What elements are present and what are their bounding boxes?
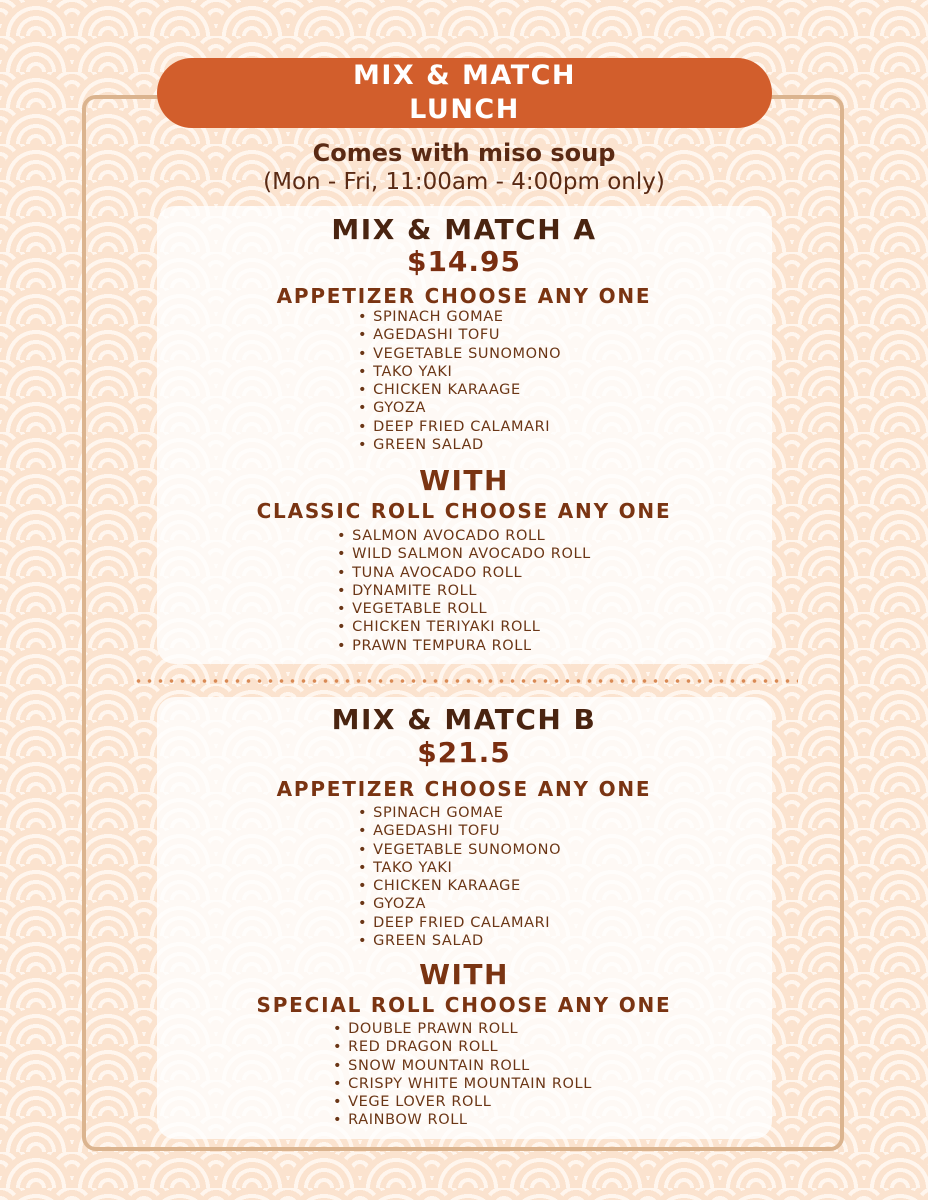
item-label: CHICKEN KARAAGE — [373, 878, 521, 895]
bullet-icon: • — [358, 823, 368, 840]
bullet-icon: • — [358, 437, 368, 454]
bullet-icon: • — [333, 1094, 343, 1111]
set-b-roll-list — [333, 1020, 592, 1130]
bullet-icon: • — [358, 914, 368, 931]
bullet-icon: • — [333, 1057, 343, 1074]
list-item — [333, 1111, 592, 1129]
subtitle-block — [0, 138, 928, 196]
list-item — [337, 637, 591, 655]
list-item — [337, 527, 591, 545]
list-item — [358, 859, 561, 877]
bullet-icon: • — [333, 1112, 343, 1129]
set-b-price: $21.5 — [417, 736, 511, 769]
bullet-icon: • — [337, 601, 347, 618]
hours: (Mon - Fri, 11:00am - 4:00pm only) — [263, 169, 665, 195]
item-label: WILD SALMON AVOCADO ROLL — [352, 546, 591, 563]
section-divider — [133, 678, 798, 684]
bullet-icon: • — [358, 896, 368, 913]
item-label: GREEN SALAD — [373, 933, 484, 950]
item-label: SPINACH GOMAE — [373, 309, 504, 325]
bullet-icon: • — [358, 805, 368, 821]
item-label: SNOW MOUNTAIN ROLL — [348, 1057, 530, 1074]
title-line2: LUNCH — [409, 94, 520, 125]
item-label: PRAWN TEMPURA ROLL — [352, 637, 532, 654]
list-item — [358, 381, 561, 399]
set-a-roll-heading: CLASSIC ROLL CHOOSE ANY ONE — [256, 499, 672, 523]
item-label: SPINACH GOMAE — [373, 805, 504, 821]
set-a-with: WITH — [419, 464, 509, 497]
bullet-icon: • — [337, 637, 347, 654]
set-a-name: MIX & MATCH A — [331, 213, 597, 246]
bullet-icon: • — [337, 619, 347, 636]
item-label: VEGE LOVER ROLL — [348, 1094, 492, 1111]
title-banner — [157, 58, 772, 128]
bullet-icon: • — [337, 564, 347, 581]
item-label: RAINBOW ROLL — [348, 1112, 468, 1129]
list-item — [333, 1075, 592, 1093]
list-item — [358, 914, 561, 932]
bullet-icon: • — [358, 327, 368, 344]
list-item — [358, 932, 561, 950]
list-item — [337, 600, 591, 618]
set-a-price: $14.95 — [406, 245, 522, 278]
set-a-roll-list — [337, 527, 591, 655]
item-label: AGEDASHI TOFU — [373, 327, 501, 344]
item-label: AGEDASHI TOFU — [373, 823, 501, 840]
item-label: GYOZA — [373, 400, 426, 417]
list-item — [358, 418, 561, 436]
bullet-icon: • — [337, 546, 347, 563]
list-item — [337, 564, 591, 582]
list-item — [358, 363, 561, 381]
bullet-icon: • — [358, 859, 368, 876]
list-item — [358, 822, 561, 840]
bullet-icon: • — [358, 400, 368, 417]
set-b-appetizer-list — [358, 804, 561, 950]
list-item — [333, 1093, 592, 1111]
item-label: SALMON AVOCADO ROLL — [352, 528, 546, 544]
item-label: TAKO YAKI — [373, 859, 453, 876]
set-b-roll-heading: SPECIAL ROLL CHOOSE ANY ONE — [256, 993, 672, 1017]
item-label: CRISPY WHITE MOUNTAIN ROLL — [348, 1075, 592, 1092]
item-label: VEGETABLE SUNOMONO — [373, 841, 562, 858]
item-label: TAKO YAKI — [373, 363, 453, 380]
bullet-icon: • — [358, 382, 368, 399]
item-label: VEGETABLE SUNOMONO — [373, 345, 562, 362]
list-item — [358, 804, 561, 822]
bullet-icon: • — [358, 841, 368, 858]
item-label: DOUBLE PRAWN ROLL — [348, 1021, 519, 1037]
item-label: TUNA AVOCADO ROLL — [352, 564, 523, 581]
list-item — [337, 582, 591, 600]
set-b-name: MIX & MATCH B — [331, 703, 597, 736]
item-label: RED DRAGON ROLL — [348, 1039, 499, 1056]
bullet-icon: • — [358, 363, 368, 380]
bullet-icon: • — [358, 345, 368, 362]
bullet-icon: • — [358, 878, 368, 895]
bullet-icon: • — [358, 933, 368, 950]
bullet-icon: • — [337, 528, 347, 544]
list-item — [358, 308, 561, 326]
set-b-appetizer-heading: APPETIZER CHOOSE ANY ONE — [276, 777, 652, 801]
list-item — [358, 345, 561, 363]
list-item — [358, 841, 561, 859]
set-a-appetizer-heading: APPETIZER CHOOSE ANY ONE — [276, 284, 652, 308]
list-item — [337, 618, 591, 636]
item-label: CHICKEN TERIYAKI ROLL — [352, 619, 541, 636]
item-label: GREEN SALAD — [373, 437, 484, 454]
list-item — [333, 1020, 592, 1038]
item-label: DEEP FRIED CALAMARI — [373, 914, 551, 931]
set-a-appetizer-list — [358, 308, 561, 454]
list-item — [358, 399, 561, 417]
bullet-icon: • — [358, 309, 368, 325]
item-label: GYOZA — [373, 896, 426, 913]
list-item — [333, 1038, 592, 1056]
item-label: VEGETABLE ROLL — [352, 601, 488, 618]
list-item — [358, 326, 561, 344]
list-item — [337, 545, 591, 563]
list-item — [358, 895, 561, 913]
list-item — [358, 877, 561, 895]
subtitle: Comes with miso soup — [312, 139, 616, 167]
list-item — [333, 1057, 592, 1075]
set-b-with: WITH — [419, 958, 509, 991]
item-label: DEEP FRIED CALAMARI — [373, 418, 551, 435]
bullet-icon: • — [337, 582, 347, 599]
item-label: DYNAMITE ROLL — [352, 582, 478, 599]
bullet-icon: • — [333, 1075, 343, 1092]
title-line1: MIX & MATCH — [352, 60, 577, 91]
bullet-icon: • — [358, 418, 368, 435]
item-label: CHICKEN KARAAGE — [373, 382, 521, 399]
bullet-icon: • — [333, 1021, 343, 1037]
bullet-icon: • — [333, 1039, 343, 1056]
list-item — [358, 436, 561, 454]
